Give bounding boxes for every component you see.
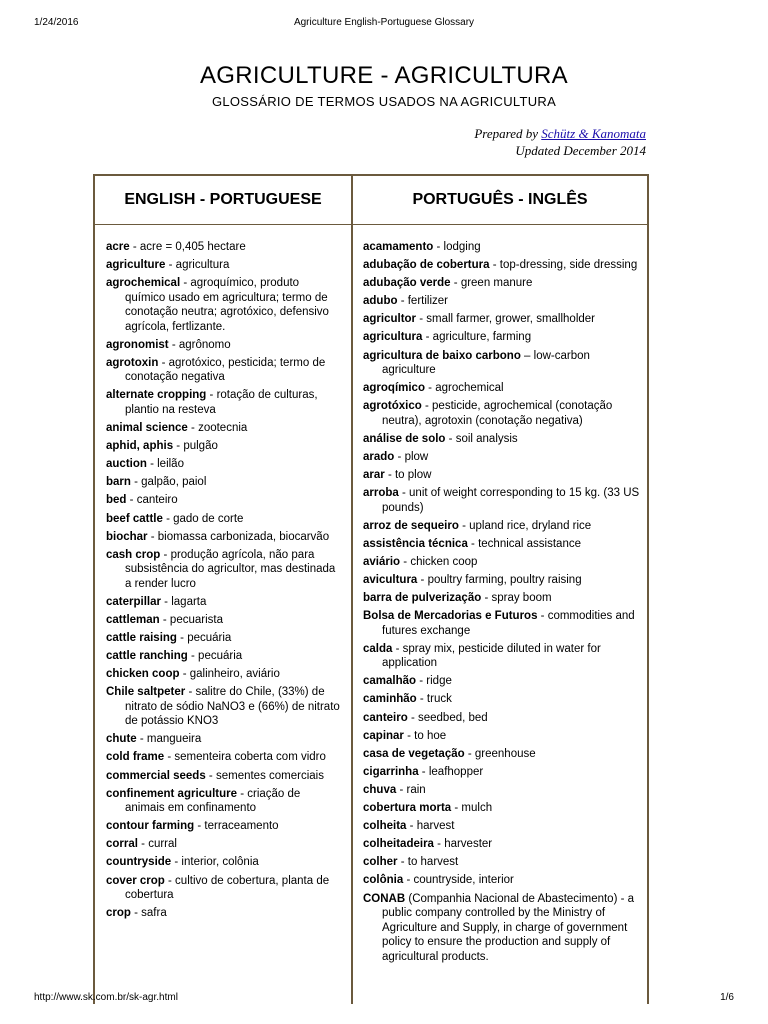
glossary-entry xyxy=(106,732,342,747)
entry-separator: - xyxy=(537,610,548,623)
glossary-entry xyxy=(106,837,342,852)
glossary-entry xyxy=(106,667,342,682)
entry-definition: leilão xyxy=(157,458,184,471)
entry-separator: - xyxy=(416,313,427,326)
glossary-entry xyxy=(106,548,342,592)
glossary-entry xyxy=(106,439,342,454)
entry-term: colher xyxy=(363,856,398,869)
glossary-entry xyxy=(363,765,643,780)
entry-definition: unit of weight corresponding to 15 kg. (33 US pounds) xyxy=(382,487,640,514)
glossary-entry xyxy=(106,874,342,903)
entry-definition: galinheiro, aviário xyxy=(189,668,280,681)
entry-separator: - xyxy=(162,512,174,525)
entry-definition: spray mix, pesticide diluted in water for application xyxy=(382,642,601,670)
entry-term: adubo xyxy=(363,295,398,308)
entry-definition: interior, colônia xyxy=(181,856,259,869)
entry-separator: – xyxy=(520,349,534,362)
entry-separator: - xyxy=(129,241,140,253)
glossary-entry xyxy=(363,399,643,428)
entry-separator: - xyxy=(418,765,429,778)
entry-separator: - xyxy=(464,747,475,760)
entry-term: arado xyxy=(363,450,395,463)
entry-definition: upland rice, dryland rice xyxy=(469,519,592,532)
entry-definition: leafhopper xyxy=(428,765,484,778)
glossary-entry xyxy=(106,388,342,417)
entry-term: cattle raising xyxy=(106,632,177,644)
print-date: 1/24/2016 xyxy=(34,17,79,28)
glossary-entry xyxy=(106,769,342,784)
glossary-entry xyxy=(106,649,342,664)
glossary-entry xyxy=(363,555,643,570)
glossary-entry xyxy=(106,338,342,353)
entry-definition: agroquímico, produto químico usado em agricultura; termo de conotação neutra; agrotóxico, defensivo agrícola, fertlizante. xyxy=(125,277,329,333)
entry-definition: biomassa carbonizada, biocarvão xyxy=(157,530,330,543)
glossary-entry xyxy=(106,906,342,921)
entry-definition: low-carbon agriculture xyxy=(382,349,590,377)
entry-definition: agrochemical xyxy=(435,382,504,395)
entry-definition: harvester xyxy=(444,838,493,851)
entry-definition: truck xyxy=(426,693,452,706)
entry-separator: - xyxy=(407,711,418,724)
entry-term: cattle ranching xyxy=(106,650,188,663)
glossary-entry xyxy=(106,631,342,646)
entry-term: barra de pulverização xyxy=(363,592,482,605)
entry-definition: criação de animais em confinamento xyxy=(125,787,301,815)
page-title: AGRICULTURE - AGRICULTURA xyxy=(200,62,568,89)
glossary-entry xyxy=(106,356,342,385)
entry-definition: lodging xyxy=(443,241,481,253)
glossary-entry xyxy=(106,421,342,436)
entry-term: crop xyxy=(106,907,131,920)
entry-separator: - xyxy=(424,382,436,395)
entry-definition: rotação de culturas, plantio na resteva xyxy=(125,389,318,416)
entry-separator: - xyxy=(397,856,408,869)
entry-separator: - xyxy=(416,693,427,706)
entry-definition: soil analysis xyxy=(455,432,518,445)
entry-separator: - xyxy=(160,548,171,561)
updated-date: Updated December 2014 xyxy=(515,143,646,158)
glossary-entry xyxy=(363,432,643,447)
entry-term: corral xyxy=(106,838,138,851)
entry-term: chuva xyxy=(363,783,397,796)
glossary-entry xyxy=(363,258,643,273)
entry-definition: curral xyxy=(148,838,177,851)
entry-term: CONAB xyxy=(363,892,406,905)
glossary-entry xyxy=(363,330,643,345)
entry-separator: - xyxy=(481,592,492,605)
glossary-entry xyxy=(363,381,643,396)
entry-term: aviário xyxy=(363,555,401,568)
entry-definition: pesticide, agrochemical (conotação neutra), agrotoxin (conotação negativa) xyxy=(382,400,613,427)
entry-term: caminhão xyxy=(363,693,417,706)
glossary-entry xyxy=(106,685,342,729)
entry-definition: greenhouse xyxy=(474,747,536,760)
entry-definition: agrônomo xyxy=(178,338,231,351)
entry-definition: chicken coop xyxy=(410,555,478,568)
glossary-entry xyxy=(106,475,342,490)
entry-separator: - xyxy=(147,530,158,543)
glossary-entry xyxy=(363,747,643,762)
entry-term: agricultura de baixo carbono xyxy=(363,349,521,362)
entry-term: Chile saltpeter xyxy=(106,686,186,699)
entry-separator: - xyxy=(194,820,205,833)
entry-separator: - xyxy=(187,650,199,663)
entry-definition: commodities and futures exchange xyxy=(382,610,635,637)
entry-definition: fertilizer xyxy=(407,295,448,308)
entry-separator: - xyxy=(130,476,142,489)
entry-definition: to harvest xyxy=(407,856,459,869)
entry-separator: - xyxy=(179,668,190,681)
glossary-entry xyxy=(363,537,643,552)
entry-term: camalhão xyxy=(363,675,417,688)
glossary-entry xyxy=(106,530,342,545)
portugues-ingles-list xyxy=(363,240,643,968)
glossary-table xyxy=(93,174,649,1004)
entry-term: agronomist xyxy=(106,338,169,351)
glossary-entry xyxy=(363,729,643,744)
entry-term: adubação de cobertura xyxy=(363,259,490,272)
english-portuguese-header: ENGLISH - PORTUGUESE xyxy=(124,191,322,208)
entry-term: countryside xyxy=(106,856,172,869)
entry-term: colheita xyxy=(363,820,407,833)
entry-separator: - xyxy=(396,783,407,796)
glossary-entry xyxy=(363,819,643,834)
entry-term: cash crop xyxy=(106,548,161,561)
entry-definition: canteiro xyxy=(136,494,178,507)
entry-term: análise de solo xyxy=(363,432,446,445)
entry-separator: - xyxy=(185,686,196,699)
entry-definition: rain xyxy=(406,783,426,796)
entry-term: cattleman xyxy=(106,613,160,626)
entry-definition: lagarta xyxy=(171,595,207,608)
entry-separator: - xyxy=(392,642,403,655)
entry-term: aphid, aphis xyxy=(106,440,174,453)
glossary-entry xyxy=(106,613,342,628)
entry-term: agriculture xyxy=(106,259,166,272)
glossary-entry xyxy=(363,573,643,588)
entry-term: arar xyxy=(363,469,385,482)
entry-separator: - xyxy=(146,458,158,471)
glossary-entry xyxy=(363,240,643,255)
entry-term: capinar xyxy=(363,729,404,742)
entry-term: acamamento xyxy=(363,241,434,253)
entry-term: canteiro xyxy=(363,711,408,724)
entry-definition: gado de corte xyxy=(173,512,244,525)
entry-term: animal science xyxy=(106,422,188,435)
prepared-prefix: Prepared by xyxy=(474,126,542,141)
entry-term: casa de vegetação xyxy=(363,747,465,760)
entry-definition: galpão, paiol xyxy=(141,476,207,489)
entry-definition: plow xyxy=(404,450,429,463)
entry-definition: spray boom xyxy=(491,592,552,605)
glossary-entry xyxy=(363,468,643,483)
entry-definition: agricultura xyxy=(175,259,230,272)
entry-separator: - xyxy=(422,331,433,344)
glossary-entry xyxy=(363,609,643,638)
entry-separator: - xyxy=(176,632,188,644)
glossary-entry xyxy=(106,457,342,472)
glossary-entry xyxy=(106,512,342,527)
entry-definition: mangueira xyxy=(146,733,202,746)
entry-term: agroqímico xyxy=(363,382,425,395)
entry-definition: zootecnia xyxy=(198,422,248,435)
glossary-entry xyxy=(363,294,643,309)
entry-definition: acre = 0,405 hectare xyxy=(139,241,246,253)
entry-definition: produção agrícola, não para subsistência do agricultor, mas destinada a render lucro xyxy=(125,548,336,590)
entry-separator: - xyxy=(137,838,149,851)
entry-separator: - xyxy=(458,519,470,532)
entry-separator: - xyxy=(445,432,456,445)
entry-separator: - xyxy=(173,440,184,453)
entry-definition: to hoe xyxy=(414,729,447,742)
entry-separator: - xyxy=(400,555,411,568)
entry-definition: small farmer, grower, smallholder xyxy=(426,313,596,326)
entry-definition: pulgão xyxy=(183,440,218,453)
entry-term: barn xyxy=(106,476,131,489)
entry-term: avicultura xyxy=(363,574,418,586)
header-rule xyxy=(95,224,647,225)
entry-definition: technical assistance xyxy=(478,537,581,550)
print-page-number: 1/6 xyxy=(720,992,734,1003)
entry-separator: - xyxy=(397,295,408,308)
glossary-entry xyxy=(363,892,643,965)
entry-separator: - xyxy=(403,729,415,742)
entry-term: agricultura xyxy=(363,331,423,344)
entry-separator: - xyxy=(171,856,182,869)
print-url: http://www.sk.com.br/sk-agr.html xyxy=(34,992,178,1003)
entry-definition: poultry farming, poultry raising xyxy=(427,574,582,586)
entry-separator: - xyxy=(433,838,445,851)
print-page-title: Agriculture English-Portuguese Glossary xyxy=(293,17,475,28)
entry-separator: - xyxy=(403,874,414,887)
entry-term: beef cattle xyxy=(106,512,163,525)
entry-separator: - xyxy=(421,400,433,413)
glossary-entry xyxy=(363,692,643,707)
entry-separator: - xyxy=(205,769,216,782)
entry-separator: - xyxy=(433,241,444,253)
entry-separator: - xyxy=(237,787,248,800)
prepared-by xyxy=(474,125,646,159)
entry-definition: green manure xyxy=(460,277,533,290)
entry-separator: - xyxy=(467,537,479,550)
entry-definition: ridge xyxy=(426,675,452,688)
entry-separator: - xyxy=(136,733,147,746)
entry-definition: pecuária xyxy=(198,650,243,663)
glossary-entry xyxy=(106,750,342,765)
entry-term: commercial seeds xyxy=(106,769,206,782)
entry-separator: - xyxy=(130,907,142,920)
entry-separator: - xyxy=(384,469,395,482)
glossary-entry xyxy=(106,240,342,255)
entry-term: cold frame xyxy=(106,751,165,764)
entry-term: auction xyxy=(106,458,147,471)
glossary-entry xyxy=(363,642,643,671)
entry-term: confinement agriculture xyxy=(106,787,237,800)
entry-separator: - xyxy=(164,751,175,764)
entry-term: colheitadeira xyxy=(363,838,434,851)
glossary-entry xyxy=(363,674,643,689)
entry-separator: - xyxy=(406,820,417,833)
entry-definition: pecuarista xyxy=(169,613,223,626)
glossary-entry xyxy=(363,486,643,515)
entry-definition: top-dressing, side dressing xyxy=(499,259,638,272)
glossary-entry xyxy=(363,855,643,870)
glossary-entry xyxy=(106,855,342,870)
entry-term: cobertura morta xyxy=(363,802,452,815)
entry-separator: - xyxy=(126,494,137,507)
entry-definition: agrotóxico, pesticida; termo de conotação negativa xyxy=(125,356,326,384)
entry-separator: - xyxy=(164,874,176,887)
entry-separator: - xyxy=(451,802,462,815)
entry-separator: - xyxy=(180,277,191,290)
glossary-entry xyxy=(363,450,643,465)
entry-separator: - xyxy=(159,613,170,626)
portugues-ingles-header: PORTUGUÊS - INGLÊS xyxy=(412,191,588,208)
entry-separator: - xyxy=(168,338,179,351)
entry-term: agrotoxin xyxy=(106,356,159,369)
entry-term: arroba xyxy=(363,487,399,500)
entry-term: chicken coop xyxy=(106,668,180,681)
glossary-entry xyxy=(106,819,342,834)
entry-term: Bolsa de Mercadorias e Futuros xyxy=(363,610,538,623)
entry-definition: sementes comerciais xyxy=(215,769,324,782)
entry-definition: agriculture, farming xyxy=(432,331,532,344)
entry-definition: safra xyxy=(141,907,167,920)
entry-separator: - xyxy=(394,450,405,463)
entry-term: agrotóxico xyxy=(363,400,422,413)
entry-separator: - xyxy=(416,675,427,688)
glossary-entry xyxy=(106,595,342,610)
entry-definition: salitre do Chile, (33%) de nitrato de sódio NaNO3 e (66%) de nitrato de potássio KNO3 xyxy=(125,686,340,728)
entry-separator: - xyxy=(160,595,172,608)
entry-definition: seedbed, bed xyxy=(417,711,488,724)
entry-separator: - xyxy=(417,574,428,586)
glossary-entry xyxy=(363,591,643,606)
glossary-entry xyxy=(106,787,342,816)
entry-term: cover crop xyxy=(106,874,165,887)
entry-term: caterpillar xyxy=(106,595,161,608)
entry-definition: harvest xyxy=(416,820,455,833)
authors-link[interactable]: Schütz & Kanomata xyxy=(541,126,646,141)
entry-term: acre xyxy=(106,241,130,253)
entry-term: cigarrinha xyxy=(363,765,419,778)
entry-term: bed xyxy=(106,494,127,507)
entry-definition: to plow xyxy=(394,469,432,482)
entry-separator: - xyxy=(165,259,176,272)
entry-definition: pecuária xyxy=(187,632,232,644)
page-subtitle: GLOSSÁRIO DE TERMOS USADOS NA AGRICULTURA xyxy=(211,94,557,109)
entry-term: colônia xyxy=(363,874,404,887)
entry-definition: sementeira coberta com vidro xyxy=(174,751,326,764)
entry-term: arroz de sequeiro xyxy=(363,519,459,532)
entry-separator: - xyxy=(187,422,199,435)
glossary-entry xyxy=(106,258,342,273)
glossary-entry xyxy=(363,276,643,291)
entry-separator: - xyxy=(206,389,217,402)
entry-definition: terraceamento xyxy=(204,820,279,833)
entry-separator: - xyxy=(398,487,410,500)
glossary-entry xyxy=(363,349,643,378)
column-divider xyxy=(351,176,353,1004)
glossary-entry xyxy=(363,801,643,816)
glossary-entry xyxy=(363,312,643,327)
glossary-entry xyxy=(363,519,643,534)
entry-separator: - xyxy=(450,277,461,290)
glossary-entry xyxy=(106,276,342,334)
entry-definition: (Companhia Nacional de Abastecimento) - a public company controlled by the Ministry of Agriculture and Supply, in charge of government policy to ensure the production and supply of agricultural products. xyxy=(382,892,635,963)
entry-term: agricultor xyxy=(363,313,417,326)
entry-term: contour farming xyxy=(106,820,195,833)
entry-term: chute xyxy=(106,733,137,746)
glossary-entry xyxy=(363,783,643,798)
english-portuguese-list xyxy=(106,240,342,924)
entry-term: biochar xyxy=(106,530,148,543)
glossary-entry xyxy=(363,837,643,852)
entry-definition: countryside, interior xyxy=(413,874,514,887)
entry-term: assistência técnica xyxy=(363,537,468,550)
glossary-entry xyxy=(363,711,643,726)
entry-definition: cultivo de cobertura, planta de cobertura xyxy=(125,874,330,902)
entry-term: alternate cropping xyxy=(106,389,207,402)
entry-term: agrochemical xyxy=(106,277,181,290)
entry-term: adubação verde xyxy=(363,277,451,290)
entry-separator: - xyxy=(489,259,500,272)
entry-separator: - xyxy=(158,356,169,369)
entry-definition: mulch xyxy=(461,802,493,815)
entry-term: calda xyxy=(363,642,393,655)
glossary-entry xyxy=(106,493,342,508)
glossary-entry xyxy=(363,873,643,888)
